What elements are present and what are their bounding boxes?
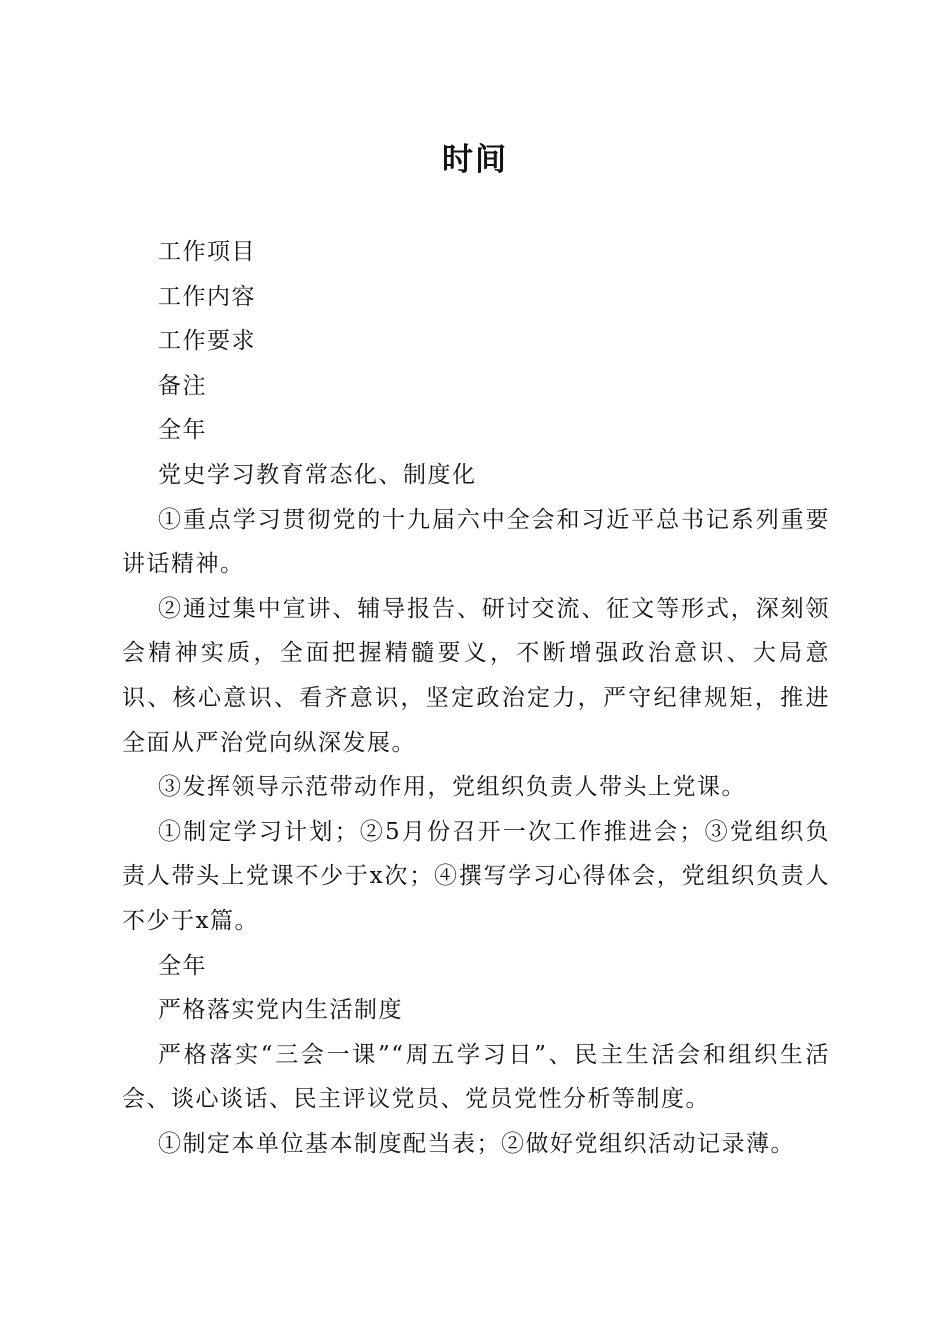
paragraph-party-life-detail: 严格落实“三会一课”“周五学习日”、民主生活会和组织生活会、谈心谈话、民主评议党员、党员党性分析等制度。	[122, 1041, 830, 1113]
paragraph-study-spirit: ①重点学习贯彻党的十九届六中全会和习近平总书记系列重要讲话精神。	[122, 506, 830, 578]
paragraph-remarks: 备注	[158, 372, 207, 399]
document-body	[122, 230, 830, 1166]
paragraph-work-item: 工作项目	[158, 239, 256, 265]
paragraph-full-year-2: 全年	[158, 952, 207, 979]
paragraph-system-table: ①制定本单位基本制度配当表；②做好党组织活动记录薄。	[158, 1130, 795, 1157]
page-title: 时间	[442, 142, 508, 178]
paragraph-work-requirement: 工作要求	[158, 328, 256, 355]
paragraph-leadership-role: ③发挥领导示范带动作用，党组织负责人带头上党课。	[158, 774, 746, 801]
paragraph-full-year: 全年	[158, 417, 207, 444]
paragraph-study-plan: ①制定学习计划；②5月份召开一次工作推进会；③党组织负责人带头上党课不少于x次；④撰写学习心得体会，党组织负责人不少于x篇。	[122, 818, 830, 934]
paragraph-study-forms: ②通过集中宣讲、辅导报告、研讨交流、征文等形式，深刻领会精神实质，全面把握精髓要义，不断增强政治意识、大局意识、核心意识、看齐意识，坚定政治定力，严守纪律规矩，推进全面从严治党向纵深发展。	[122, 595, 830, 756]
paragraph-party-life: 严格落实党内生活制度	[158, 997, 403, 1024]
paragraph-history-education: 党史学习教育常态化、制度化	[158, 461, 477, 488]
paragraph-work-content: 工作内容	[158, 283, 256, 310]
